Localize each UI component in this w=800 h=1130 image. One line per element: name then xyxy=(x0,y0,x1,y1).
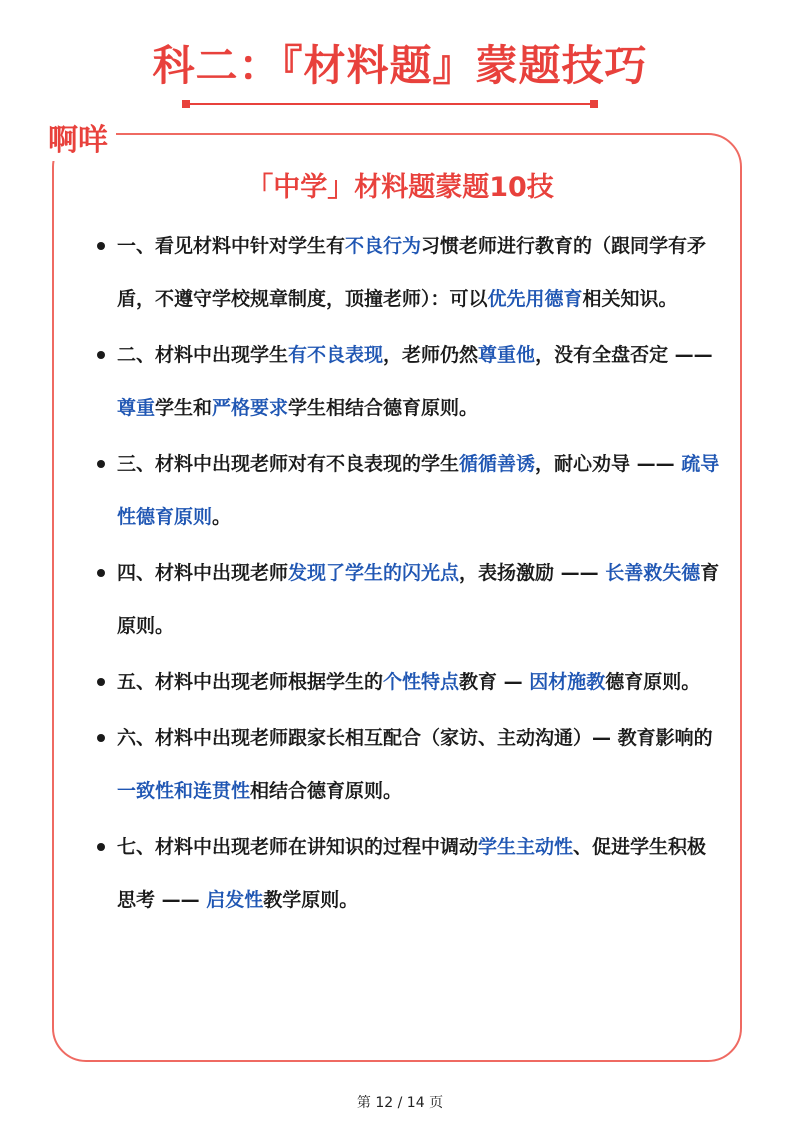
highlight-text: 个性特点 xyxy=(383,671,460,693)
highlight-text: 严格要求 xyxy=(212,397,289,419)
divider-right-square xyxy=(590,100,598,108)
item-text: 七、材料中出现老师在讲知识的过程中调动 xyxy=(117,836,479,858)
item-text: 学生相结合德育原则。 xyxy=(288,397,479,419)
item-text: 五、材料中出现老师根据学生的 xyxy=(117,671,384,693)
highlight-text: 优先用德育 xyxy=(487,288,583,310)
highlight-text: 疏导性德育原则 xyxy=(117,453,720,528)
highlight-text: 长善救失德 xyxy=(605,562,701,584)
item-text: 教学原则。 xyxy=(263,889,359,911)
item-text: 六、材料中出现老师跟家长相互配合（家访、主动沟通）— 教育影响的 xyxy=(117,727,713,749)
list-item xyxy=(97,220,725,326)
page-number: 第 12 / 14 页 xyxy=(356,1095,444,1111)
bullet-icon xyxy=(97,242,105,250)
item-text: 教育 — xyxy=(459,671,530,693)
item-text: 四、材料中出现老师 xyxy=(117,562,289,584)
item-text: ，老师仍然 xyxy=(383,344,479,366)
title-divider xyxy=(182,100,598,108)
highlight-text: 启发性 xyxy=(206,889,264,911)
tips-list xyxy=(97,220,725,930)
item-text: 育原则。 xyxy=(117,562,720,637)
highlight-text: 学生主动性 xyxy=(478,836,574,858)
item-text: ，耐心劝导 —— xyxy=(535,453,682,475)
page-title: 科二：『材料题』蒙题技巧 xyxy=(152,41,648,90)
bullet-icon xyxy=(97,569,105,577)
list-item xyxy=(97,329,725,435)
highlight-text: 因材施教 xyxy=(529,671,606,693)
item-text: 。 xyxy=(212,506,232,528)
bullet-icon xyxy=(97,734,105,742)
bullet-icon xyxy=(97,678,105,686)
list-item xyxy=(97,821,725,927)
item-text: 相关知识。 xyxy=(582,288,678,310)
list-item xyxy=(97,712,725,818)
list-item xyxy=(97,438,725,544)
item-text: 德育原则。 xyxy=(605,671,701,693)
highlight-text: 尊重他 xyxy=(478,344,536,366)
item-text: 习惯老师进行教育的（跟同学有矛盾，不遵守学校规章制度，顶撞老师）：可以 xyxy=(117,235,707,310)
highlight-text: 一致性和连贯性 xyxy=(117,780,251,802)
bullet-icon xyxy=(97,843,105,851)
brand-tag: 啊咩 xyxy=(40,121,116,161)
item-text: 、促进学生积极思考 —— xyxy=(117,836,707,911)
highlight-text: 不良行为 xyxy=(345,235,422,257)
item-text: 二、材料中出现学生 xyxy=(117,344,289,366)
item-text: 一、看见材料中针对学生有 xyxy=(117,235,346,257)
highlight-text: 循循善诱 xyxy=(459,453,536,475)
list-item xyxy=(97,547,725,653)
highlight-text: 有不良表现 xyxy=(288,344,384,366)
item-text: ，表扬激励 —— xyxy=(459,562,606,584)
bullet-icon xyxy=(97,351,105,359)
item-text: 相结合德育原则。 xyxy=(250,780,403,802)
item-text: 三、材料中出现老师对有不良表现的学生 xyxy=(117,453,460,475)
item-text: 学生和 xyxy=(155,397,213,419)
item-text: ，没有全盘否定 —— xyxy=(535,344,713,366)
section-title: 「中学」材料题蒙题10技 xyxy=(246,172,554,203)
highlight-text: 发现了学生的闪光点 xyxy=(288,562,460,584)
list-item xyxy=(97,656,725,709)
highlight-text: 尊重 xyxy=(117,397,156,419)
divider-line xyxy=(186,103,594,105)
bullet-icon xyxy=(97,460,105,468)
